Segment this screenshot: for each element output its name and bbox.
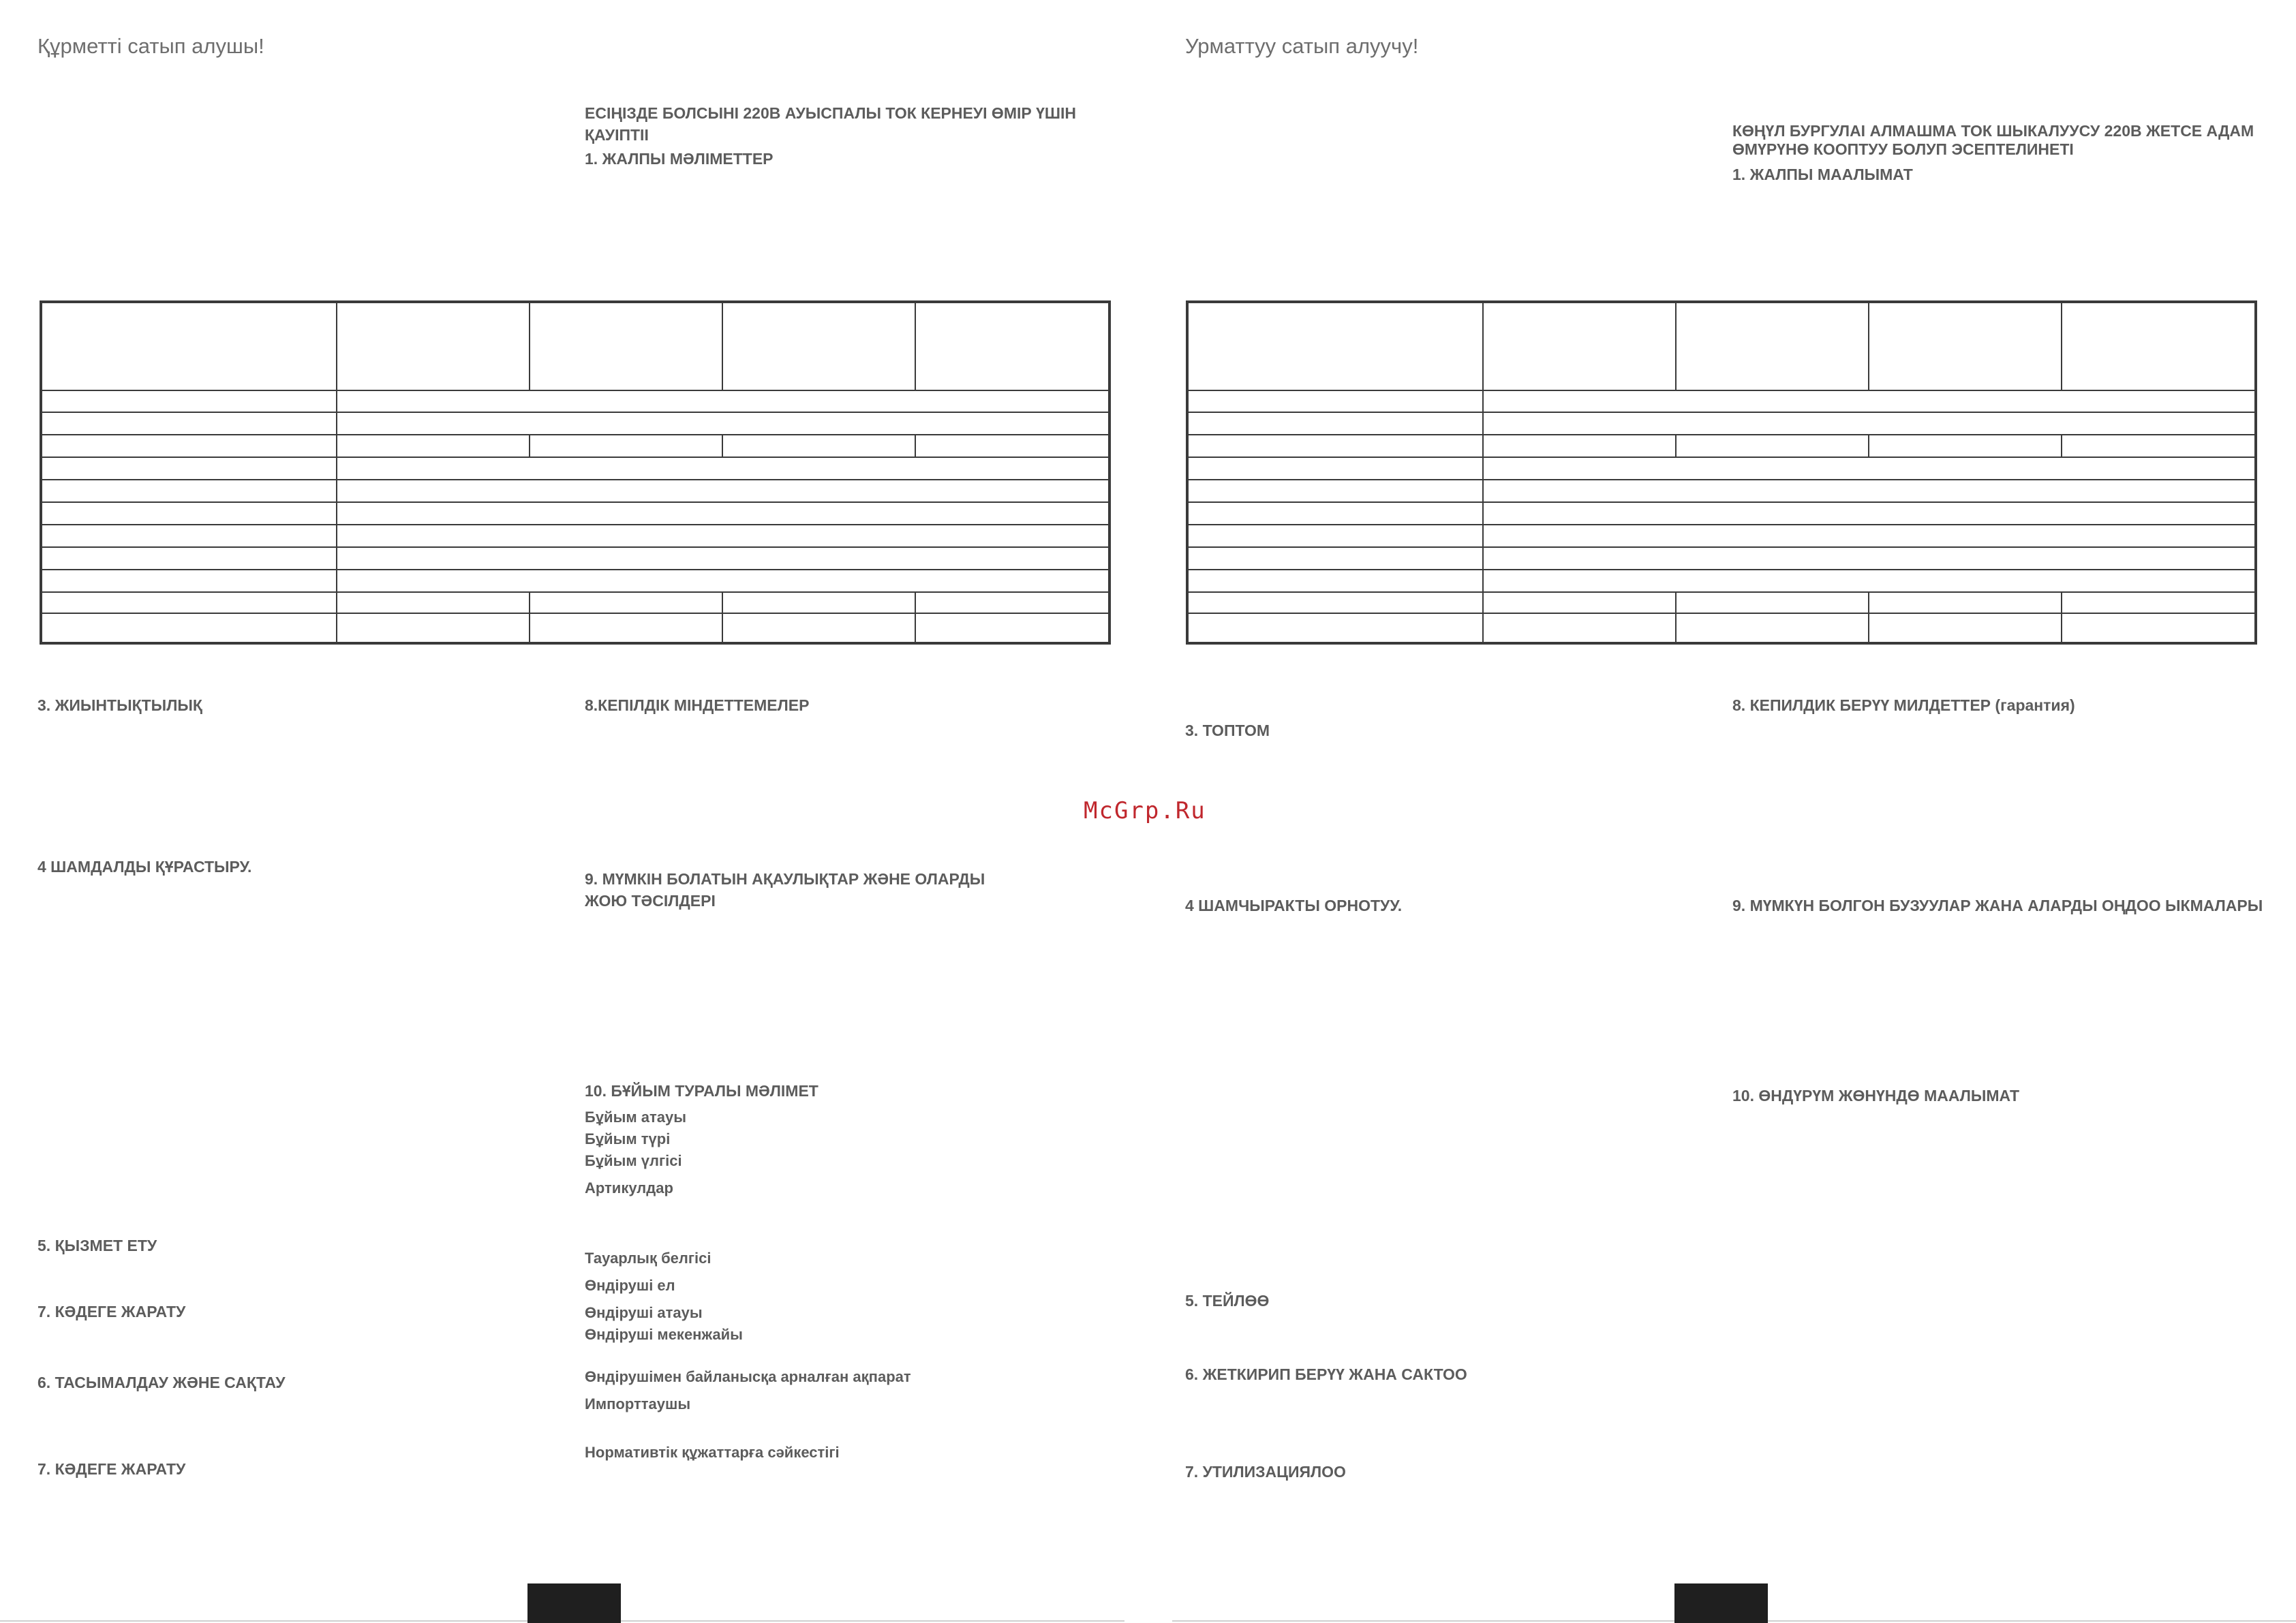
right-transport-heading: 6. ЖЕТКИРИП БЕРҮҮ ЖАНА САКТОО (1185, 1365, 1467, 1383)
left-transport-heading: 6. ТАСЫМАЛДАУ ЖӘНЕ САҚТАУ (37, 1374, 286, 1391)
left-warranty-heading: 8.КЕПІЛДІК МІНДЕТТЕМЕЛЕР (585, 696, 810, 714)
table-header-row (1187, 302, 2256, 390)
table-row (41, 412, 1109, 435)
table-row (1187, 592, 2256, 613)
left-faults-heading-line-1: 9. МҮМКІН БОЛАТЫН АҚАУЛЫҚТАР ЖӘНЕ ОЛАРДЫ (585, 870, 985, 888)
country-label: Өндіруші ел (585, 1277, 675, 1294)
left-spec-table (40, 300, 1111, 645)
right-kit-heading: 3. ТОПТОМ (1185, 722, 1270, 739)
right-assembly-heading: 4 ШАМЧЫРАКТЫ ОРНОТУУ. (1185, 897, 1403, 914)
table-row (41, 592, 1109, 613)
table-row (1187, 480, 2256, 502)
left-kit-heading: 3. ЖИЫНТЫҚТЫЛЫҚ (37, 696, 202, 714)
table-row (41, 457, 1109, 480)
table-row (41, 502, 1109, 525)
left-product-info-heading: 10. БҰЙЫМ ТУРАЛЫ МӘЛІМЕТ (585, 1082, 818, 1100)
right-general-heading: 1. ЖАЛПЫ МААЛЫМАТ (1732, 166, 1913, 183)
table-row (1187, 547, 2256, 570)
compliance-label: Нормативтік құжаттарға сәйкестігі (585, 1444, 840, 1461)
table-row (41, 435, 1109, 457)
table-row (1187, 412, 2256, 435)
left-greeting: Құрметті сатып алушы! (37, 34, 264, 58)
table-header-row (41, 302, 1109, 390)
maker-name-label: Өндіруші атауы (585, 1304, 703, 1321)
right-disposal-heading: 7. УТИЛИЗАЦИЯЛОО (1185, 1463, 1346, 1481)
right-greeting: Урматтуу сатып алуучу! (1185, 34, 1419, 58)
table-row (41, 390, 1109, 412)
table-row (1187, 390, 2256, 412)
trademark-label: Тауарлық белгісі (585, 1250, 711, 1267)
table-row (1187, 502, 2256, 525)
left-disposal-heading-b: 7. КӘДЕГЕ ЖАРАТУ (37, 1460, 186, 1478)
table-row (1187, 613, 2256, 643)
table-row (41, 480, 1109, 502)
right-service-heading: 5. ТЕЙЛӨӨ (1185, 1292, 1270, 1310)
left-assembly-heading: 4 ШАМДАЛДЫ ҚҰРАСТЫРУ. (37, 858, 252, 876)
table-row (41, 547, 1109, 570)
table-row (1187, 435, 2256, 457)
right-product-info-heading: 10. ӨНДҮРҮМ ЖӨНҮНДӨ МААЛЫМАТ (1732, 1087, 2020, 1104)
right-warning-line-1: КӨҢҮЛ БУРГУЛАІ АЛМАШМА ТОК ШЫКАЛУУСУ 220В ЖЕТСЕ АДАМ (1732, 122, 2254, 140)
right-warranty-heading: 8. КЕПИЛДИК БЕРҮҮ МИЛДЕТТЕР (гарантия) (1732, 696, 2075, 714)
table-row (1187, 457, 2256, 480)
left-page-number-tab (527, 1583, 621, 1623)
right-faults-heading: 9. МҮМКҮН БОЛГОН БУЗУУЛАР ЖАНА АЛАРДЫ ОҢДОО ЫКМАЛАРЫ (1732, 897, 2263, 914)
table-row (1187, 525, 2256, 547)
articles-label: Артикулдар (585, 1179, 673, 1196)
left-warning-line-1: ЕСІҢІЗДЕ БОЛСЫНІ 220В АУЫСПАЛЫ ТОК КЕРНЕУІ ӨМІР ҮШІН (585, 104, 1077, 122)
table-row (41, 570, 1109, 592)
contact-info-label: Өндірушімен байланысқа арналған ақпарат (585, 1368, 911, 1385)
left-general-heading: 1. ЖАЛПЫ МӘЛІМЕТТЕР (585, 150, 774, 168)
product-type-label: Бұйым түрі (585, 1130, 671, 1147)
right-warning-line-2: ӨМҮРҮНӨ КООПТУУ БОЛУП ЭСЕПТЕЛИНЕТІ (1732, 140, 2074, 158)
left-faults-heading-line-2: ЖОЮ ТӘСІЛДЕРІ (585, 892, 716, 910)
left-disposal-heading-a: 7. КӘДЕГЕ ЖАРАТУ (37, 1303, 186, 1320)
table-row (1187, 570, 2256, 592)
table-row (41, 525, 1109, 547)
product-name-label: Бұйым атауы (585, 1109, 687, 1126)
right-page-number-tab (1674, 1583, 1768, 1623)
left-warning-line-2: ҚАУІПТІІ (585, 126, 649, 144)
maker-address-label: Өндіруші мекенжайы (585, 1326, 743, 1343)
watermark: McGrp.Ru (1084, 797, 1206, 824)
product-model-label: Бұйым үлгісі (585, 1152, 682, 1169)
table-row (41, 613, 1109, 643)
right-spec-table (1186, 300, 2257, 645)
importer-label: Импорттаушы (585, 1395, 691, 1412)
left-service-heading: 5. ҚЫЗМЕТ ЕТУ (37, 1237, 157, 1254)
